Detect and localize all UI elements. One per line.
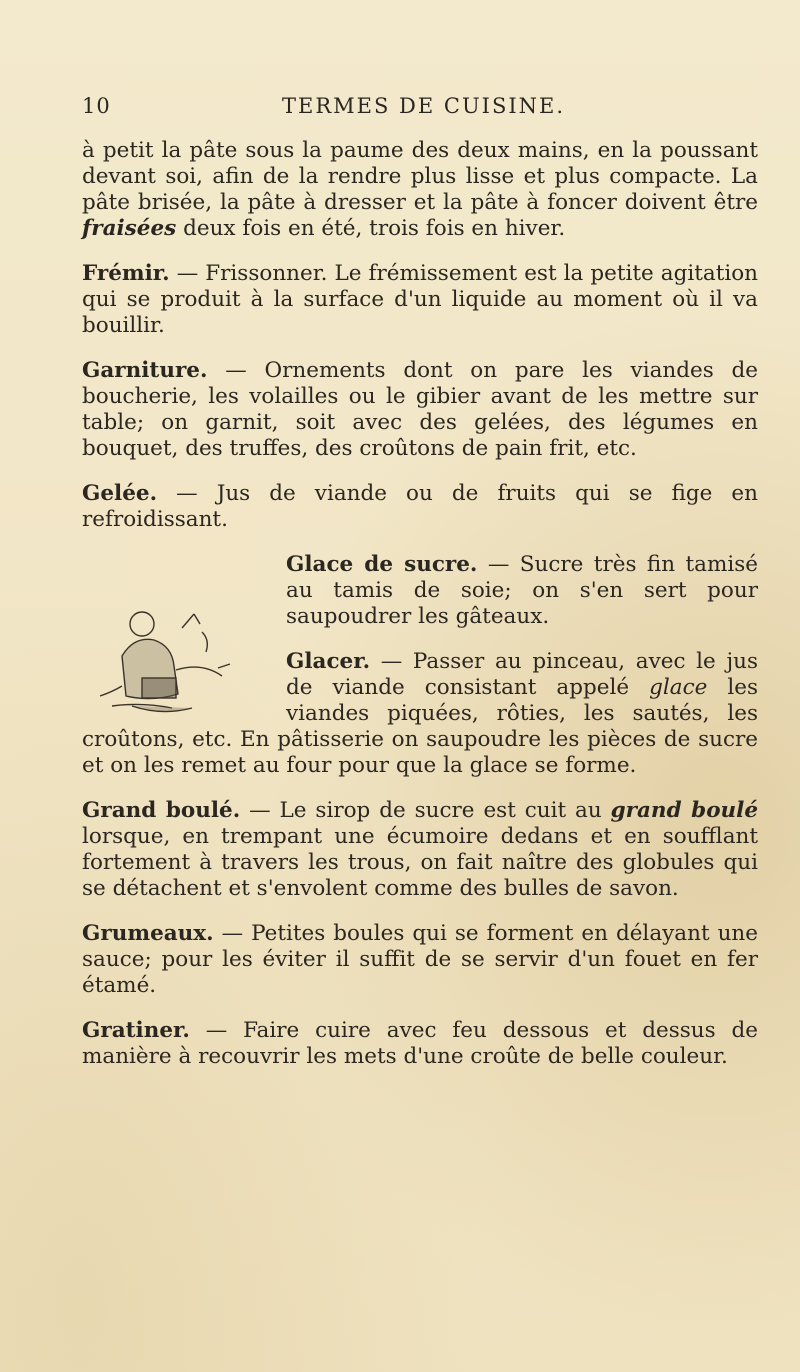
entry-gratiner <box>82 1018 758 1070</box>
term-grumeaux: Grumeaux. <box>82 921 214 946</box>
entry-text: à petit la pâte sous la paume des deux mains, en la poussant devant soi, afin de la rendre plus lisse et plus compacte. La pâte brisée, la pâte à dresser et la pâte à foncer doivent être <box>82 138 758 215</box>
running-title: TERMES DE CUISINE. <box>282 94 566 118</box>
body-text <box>82 138 758 1089</box>
term-glace-de-sucre: Glace de sucre. <box>286 552 478 577</box>
emphasis-fraisees: fraisées <box>82 216 177 241</box>
entry-text: les viandes piquées, rôties, les sautés, les croûtons, etc. En pâtisserie on saupoudre les pièces de sucre et on les remet au four pour que la glace se forme. <box>82 675 759 778</box>
term-fremir: Frémir. <box>82 261 170 286</box>
definition-grumeaux: — Petites boules qui se forment en délayant une sauce; pour les éviter il suffit de se servir d'un fouet en fer étamé. <box>82 921 758 998</box>
term-gelee: Gelée. <box>82 481 158 506</box>
definition-gelee: — Jus de viande ou de fruits qui se fige en refroidissant. <box>82 481 758 532</box>
definition-gratiner: — Faire cuire avec feu dessous et dessus de manière à recouvrir les mets d'une croûte de belle couleur. <box>82 1018 758 1069</box>
definition-garniture: — Ornements dont on pare les viandes de boucherie, les volailles ou le gibier avant de les mettre sur table; on garnit, soit avec des gelées, des légumes en bouquet, des truffes, des croûtons de pain frit, etc. <box>82 358 758 461</box>
term-garniture: Garniture. <box>82 358 208 383</box>
entry-fremir <box>82 261 758 339</box>
term-glacer: Glacer. <box>286 649 371 674</box>
page-header <box>82 94 742 126</box>
entry-grumeaux <box>82 921 758 999</box>
definition-fremir: — Frissonner. Le frémissement est la petite agitation qui se produit à la surface d'un liquide au moment où il va bouillir. <box>82 261 758 338</box>
term-gratiner: Gratiner. <box>82 1018 190 1043</box>
entry-text: lorsque, en trempant une écumoire dedans et en soufflant fortement à travers les trous, on fait naître des globules qui se détachent et s'envolent comme des bulles de savon. <box>82 824 758 901</box>
emphasis-glace: glace <box>649 675 708 700</box>
entry-text: — Passer au pinceau, avec le jus de viande consistant appelé <box>286 649 758 700</box>
definition-glace-de-sucre: — Sucre très fin tamisé au tamis de soie; on s'en sert pour saupoudrer les gâteaux. <box>286 552 758 629</box>
entry-gelee <box>82 481 758 533</box>
entry-text: — Le sirop de sucre est cuit au <box>240 798 611 823</box>
kitchen-figure-illustration <box>82 566 270 726</box>
emphasis-grand-boule: grand boulé <box>610 798 759 823</box>
entry-text: deux fois en été, trois fois en hiver. <box>176 216 566 241</box>
entry-grand-boule <box>82 798 758 902</box>
term-grand-boule: Grand boulé. <box>82 798 241 823</box>
entry-intro <box>82 138 758 242</box>
entry-garniture <box>82 358 758 462</box>
illustration-icon <box>82 566 270 726</box>
page-number: 10 <box>82 94 111 118</box>
